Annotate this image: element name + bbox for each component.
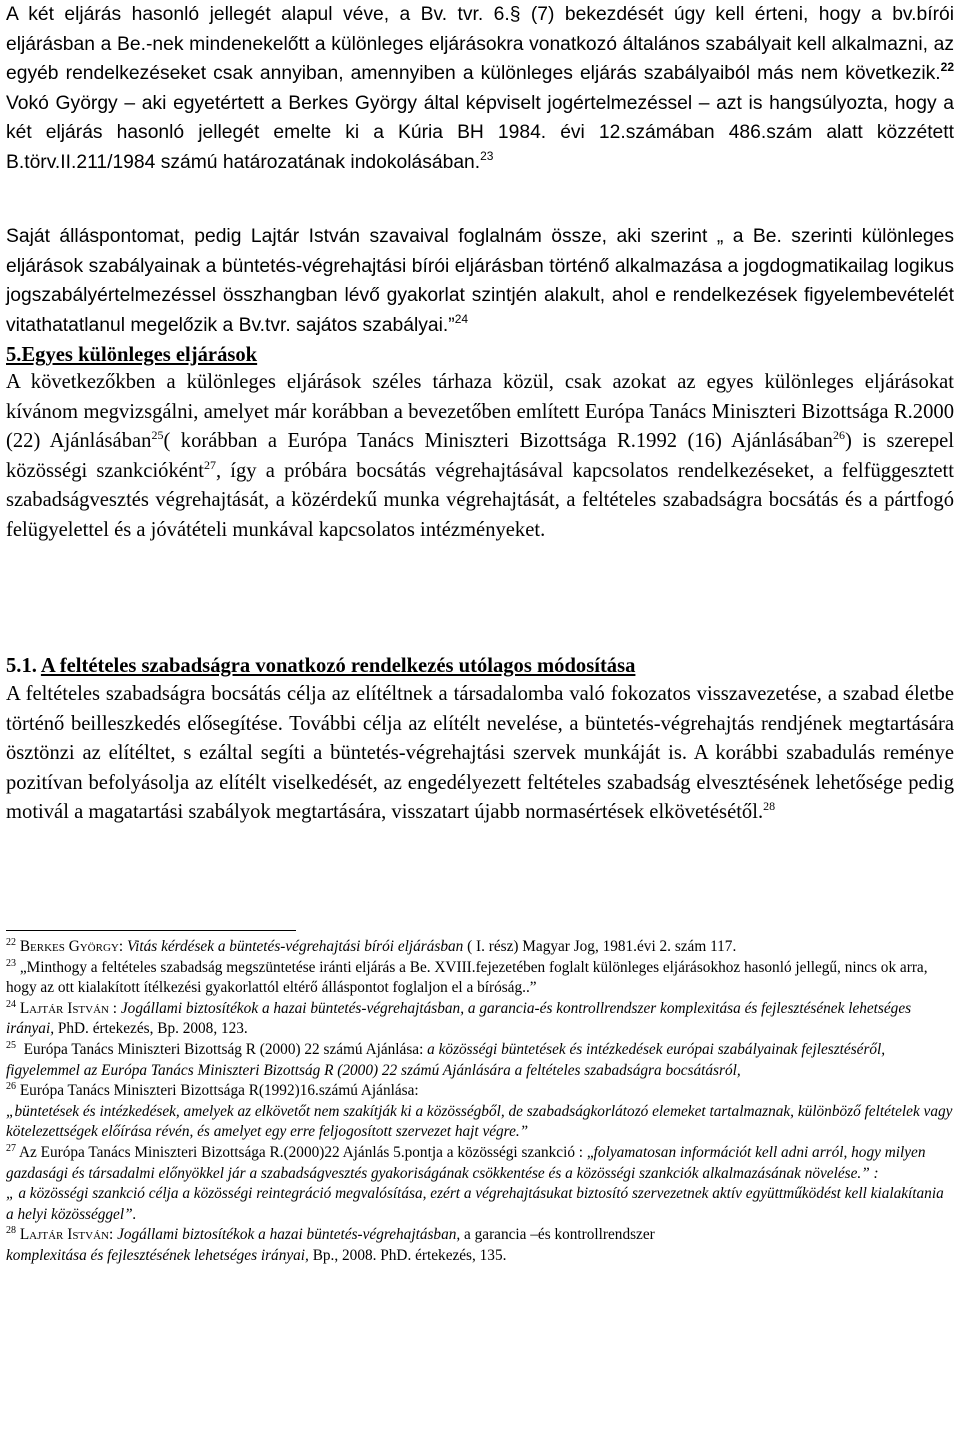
- footnote-ref-28[interactable]: 28: [763, 799, 776, 814]
- footnote-ref-27[interactable]: 27: [203, 457, 216, 472]
- paragraph-text: Saját álláspontomat, pedig Lajtár István szavaival foglalnám össze, aki szerint „ a Be. szerinti különleges eljárások szabályainak a büntetés-végrehajtási bírói eljárásban történő alkalmazása a jogdogmatikailag logikus jogszabályértelmezéssel összhangban lévő gyakorlat szintjén alakult, ahol e rendelkezések figyelembevételét vitathatatlanul megelőzik a Bv.tvr. sajátos szabályai.”: [6, 226, 954, 336]
- footnote-28: $^{28}$ Lajtár István: Jogállami biztosítékok a hazai büntetés-végrehajtásban, a garancia –és kontrollrendszer komplexitása és fejlesztésének lehetséges irányai, Bp., 2008. PhD. értekezés, 135.: [6, 1225, 655, 1264]
- footnote-25: $^{25}$ Európa Tanács Miniszteri Bizottság R (2000) 22 számú Ajánlása: a közösségi büntetések és intézkedések európai szabályainak fejlesztéséről, figyelemmel az Európa Tanács Miniszteri Bizottság R (2000) 22 számú Ajánlására a feltételes szabadságra bocsátásról,: [6, 1039, 886, 1079]
- paragraph-text: ) is szerepel közösségi szankcióként: [6, 430, 954, 482]
- footnote-ref-24[interactable]: 24: [454, 311, 469, 326]
- paragraph-text: , így a próbára bocsátás végrehajtásával kapcsolatos rendelkezéseket, a felfüggesztett szabadságvesztés végrehajtását, a közérdekű munka végrehajtását, a feltételes szabadságra bocsátás és a pártfogó felügyelettel és a jóvátételi munkával kapcsolatos intézményeket.: [6, 459, 955, 541]
- footnote-ref-25[interactable]: 25: [151, 428, 164, 443]
- paragraph-text: A két eljárás hasonló jellegét alapul véve, a Bv. tvr. 6.§ (7) bekezdését úgy kell érteni, hogy a bv.bírói eljárásban a Be.-nek mindenekelőtt a különleges eljárásokra vonatkozó általános szabályait kell alkalmazni, az egyéb rendelkezéseket csak annyiban, amennyiben a különleges eljárás szabályaiból más nem következik.: [6, 4, 954, 85]
- paragraph-text: A következőkben a különleges eljárások széles tárhaza közül, csak azokat az egyes különleges eljárásokat kívánom megvizsgálni, amelyet már korábban a bevezetőben említett Európa Tanács Miniszteri Bizottsága R.2000 (22) Ajánlásában: [6, 371, 954, 453]
- footnote-27: $^{27}$ Az Európa Tanács Miniszteri Bizottsága R.(2000)22 Ajánlás 5.pontja a közösségi szankció : „folyamatosan információt kell adni arról, hogy milyen gazdasági és társadalmi előnyökkel jár a szabadságvesztés gyakoriságának csökkentése és a közösségi szankciók alkalmazásának növelése.” : „ a közösségi szankció célja a közösségi reintegráció megvalósítása, ezért a végrehajtásukat biztosító szervezetnek aktív együttműködést kell kialakítania a helyi közösséggel”.: [6, 1142, 944, 1223]
- section-heading-5-1: 5.1. A feltételes szabadságra vonatkozó rendelkezés utólagos módosítása: [6, 655, 636, 677]
- footnote-23: $^{23}$ „Minthogy a feltételes szabadság megszüntetése iránti eljárás a Be. XVIII.fejezetében foglalt különleges eljárásokhoz hasonló jellegű, nincs ok arra, hogy az ott kialakított ítélkezési gyakorlattól eltérő álláspontot foglaljon el a bíróság..”: [6, 957, 928, 997]
- section-heading-5: 5.Egyes különleges eljárások: [6, 344, 258, 366]
- paragraph-special-procedures: [6, 368, 954, 546]
- footnotes: [6, 937, 954, 1267]
- footnote-ref-26[interactable]: 26: [832, 428, 845, 443]
- footnote-separator: [6, 930, 296, 931]
- paragraph-bv-procedure: [6, 0, 954, 178]
- footnote-ref-22[interactable]: 22: [940, 60, 954, 75]
- paragraph-conditional-release: [6, 680, 954, 828]
- paragraph-text: ( korábban a Európa Tanács Miniszteri Bizottsága R.1992 (16) Ajánlásában: [163, 430, 833, 453]
- paragraph-text: Vokó György – aki egyetértett a Berkes György által képviselt jogértelmezéssel – azt is hangsúlyozta, hogy a két eljárás hasonló jellegét emelte ki a Kúria BH 1984. évi 12.számában 486.szám alatt közzétett B.törv.II.211/1984 számú határozatának indokolásában.: [6, 92, 954, 173]
- paragraph-text: A feltételes szabadságra bocsátás célja az elítéltnek a társadalomba való fokozatos visszavezetése, a szabad életbe történő beilleszkedés elősegítése. További célja az elítélt nevelése, a büntetés-végrehajtás rendjének megtartására ösztönzi az elítéltet, s ezáltal segíti a büntetés-végrehajtási szervek munkáját is. A korábbi szabadulás reménye pozitívan befolyásolja az elítélt viselkedését, az engedélyezett feltételes szabadság elvesztésének lehetősége pedig motivál a magatartási szabályok megtartására, visszatart újabb normasértések elkövetésétől.: [6, 683, 954, 824]
- footnote-22: $^{22}$ Berkes György: Vitás kérdések a büntetés-végrehajtási bírói eljárásban ( I. rész) Magyar Jog, 1981.évi 2. szám 117.: [6, 937, 737, 955]
- footnote-24: $^{24}$ Lajtár István : Jogállami biztosítékok a hazai büntetés-végrehajtásban, a garancia-és kontrollrendszer komplexitása és fejlesztésének lehetséges irányai, PhD. értekezés, Bp. 2008, 123.: [6, 998, 912, 1038]
- footnote-26: $^{26}$ Európa Tanács Miniszteri Bizottsága R(1992)16.számú Ajánlása: „büntetések és intézkedések, amelyek az elkövetőt nem szakítják ki a közösségből, de szabadságkorlátozó elemeket tartalmaznak, különböző feltételek vagy kötelezettségek előírása révén, és amelyet egy erre feljogosított szervezet hajt végre.”: [6, 1081, 953, 1141]
- paragraph-own-position: [6, 222, 954, 340]
- footnote-ref-23[interactable]: 23: [480, 148, 494, 163]
